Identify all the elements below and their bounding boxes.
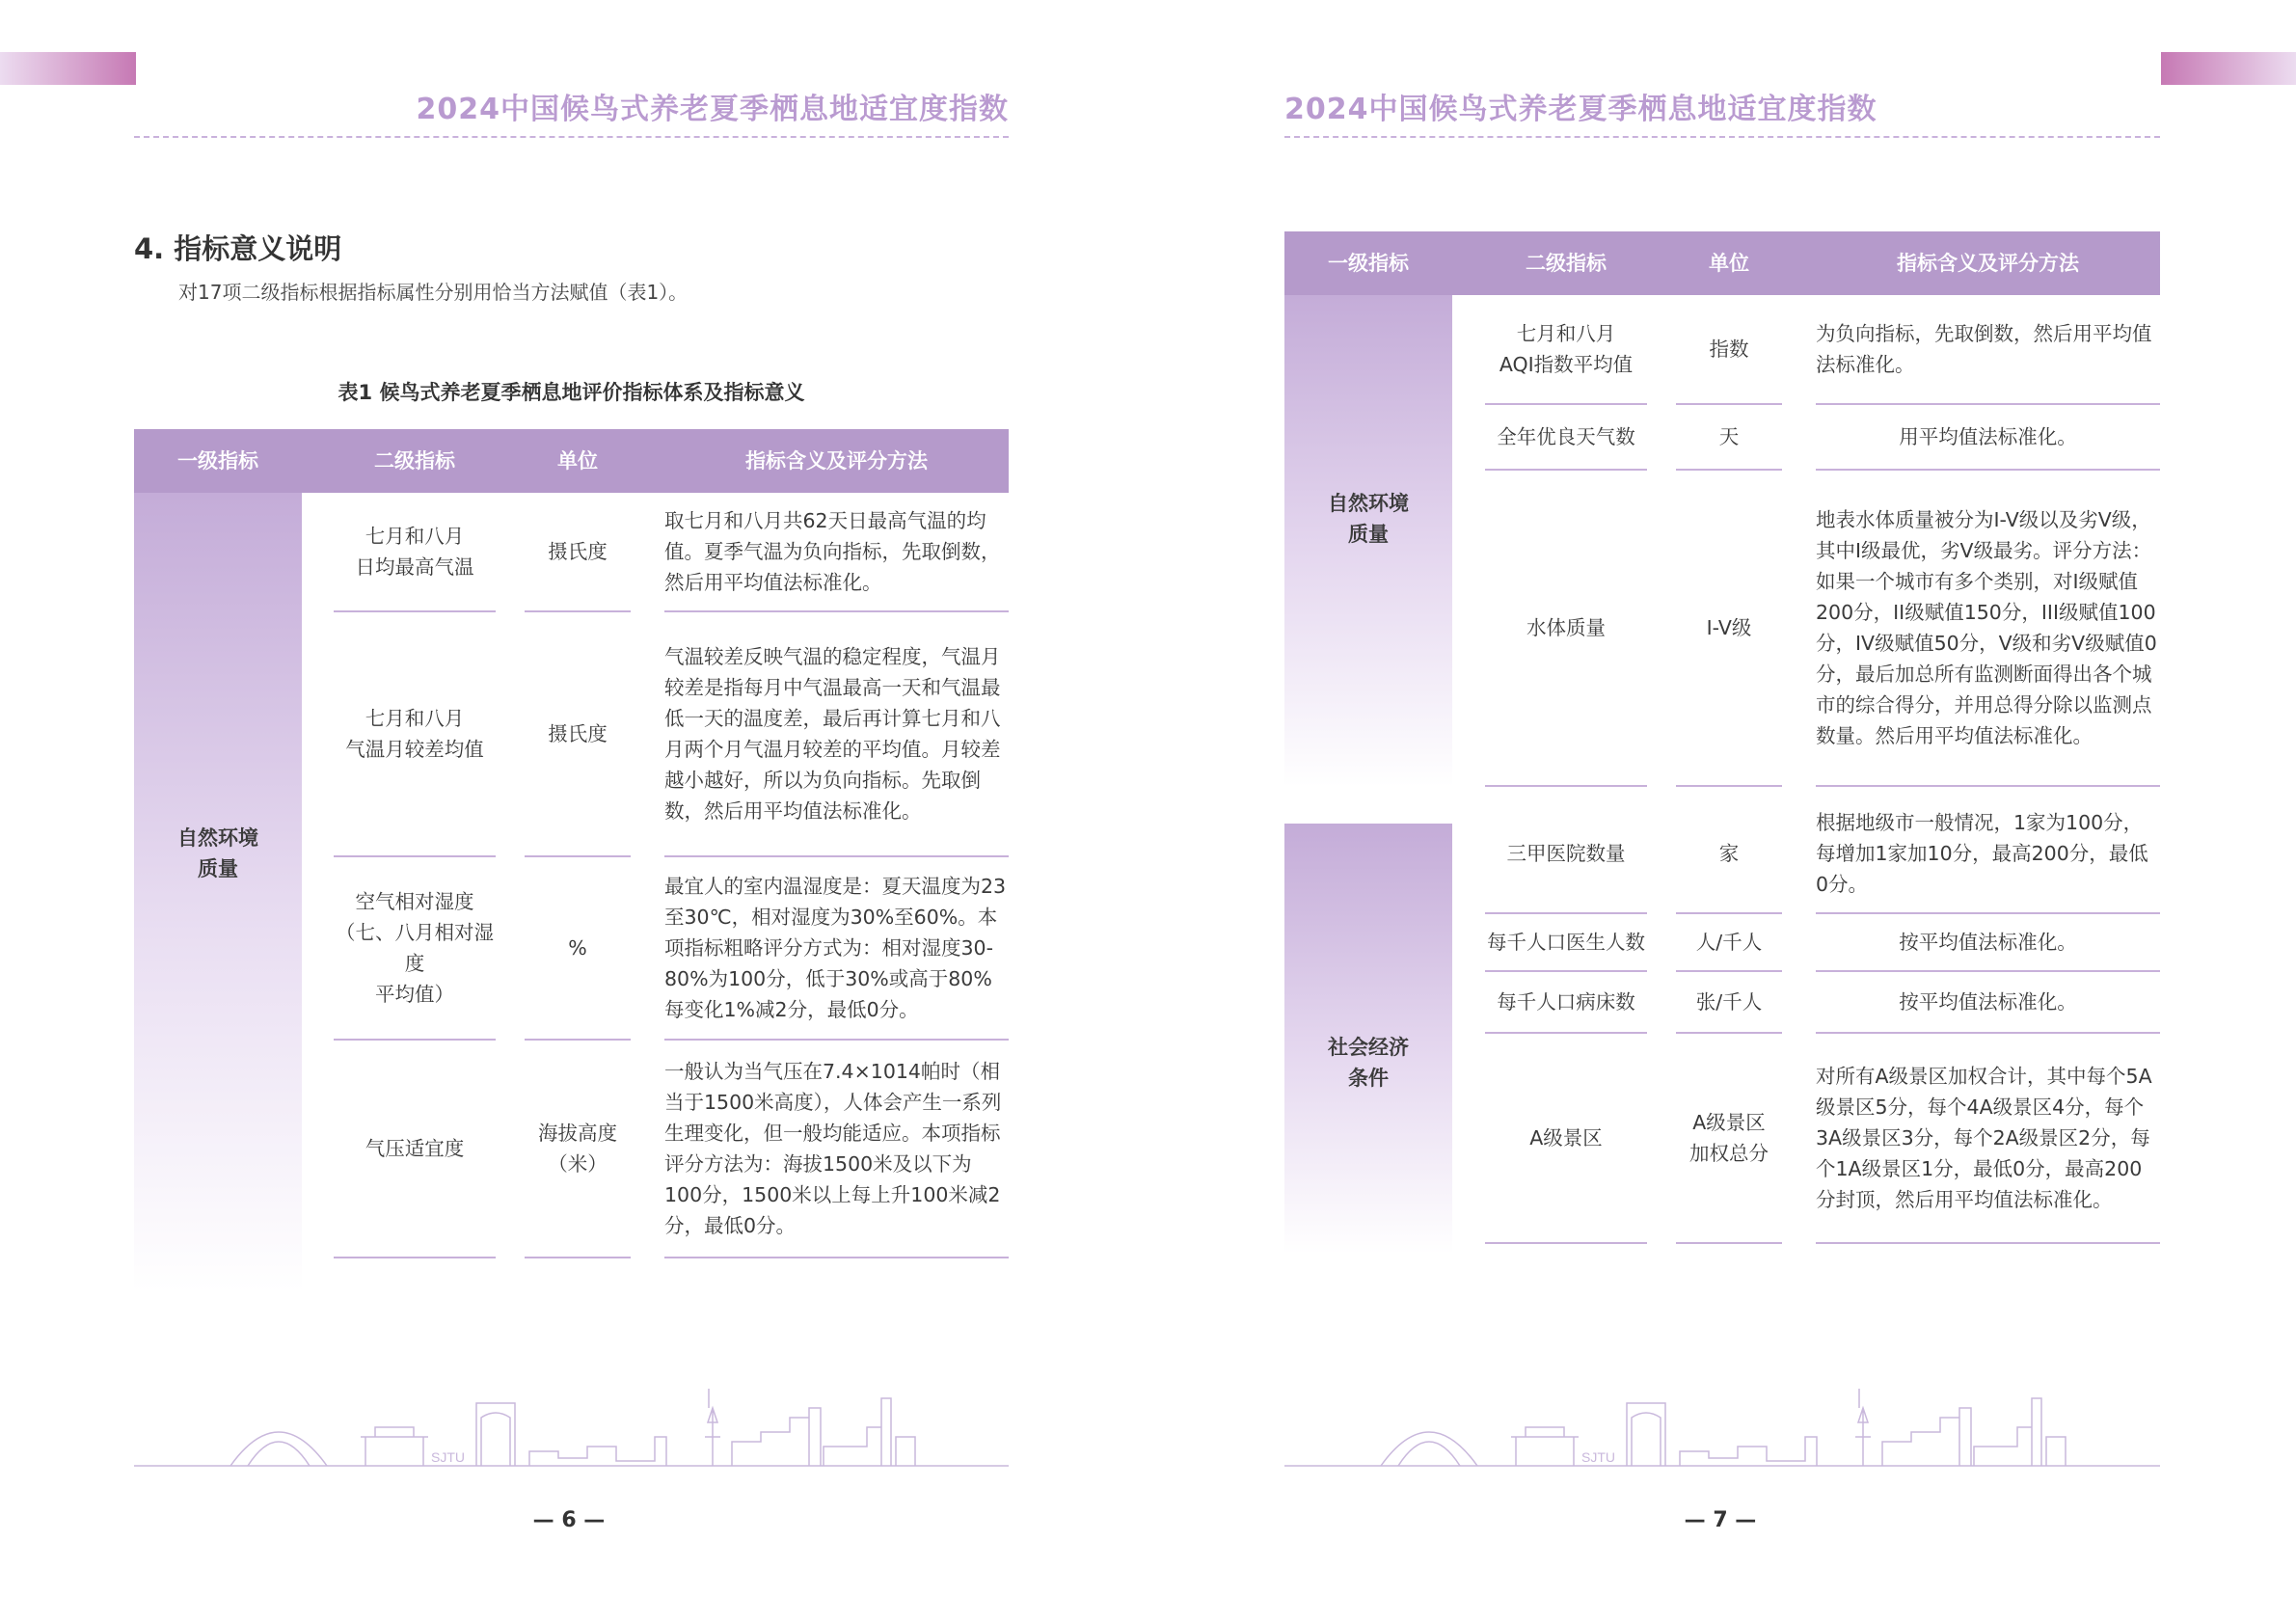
- indicator-desc: 地表水体质量被分为I-V级以及劣V级，其中I级最优，劣V级最劣。评分方法：如果一个城市有多个类别，对I级赋值200分，II级赋值150分，III级赋值100分，IV级赋值50分，V级和劣V级赋值0分，最后加总所有监测断面得出各个城市的综合得分，并用总得分除以监测点数量。然后用平均值法标准化。: [1816, 471, 2160, 787]
- header-desc: 指标含义及评分方法: [745, 449, 928, 473]
- header-title-right: 2024中国候鸟式养老夏季栖息地适宜度指数: [1284, 93, 1877, 126]
- indicator-name: 三甲医院数量: [1485, 795, 1647, 914]
- page-number-right: — 7 —: [1684, 1508, 1757, 1532]
- indicator-unit: 指数: [1676, 295, 1782, 405]
- header-dashed-rule: [134, 136, 1009, 138]
- indicator-name: 七月和八月 气温月较差均值: [334, 612, 496, 857]
- level1-label: 自然环境 质量: [1328, 492, 1409, 546]
- indicator-table-left: [134, 429, 1009, 1292]
- table-caption: 表1 候鸟式养老夏季栖息地评价指标体系及指标意义: [338, 381, 805, 404]
- indicator-unit: 人/千人: [1676, 914, 1782, 972]
- indicator-table-right: [1284, 231, 2160, 1254]
- header-unit: 单位: [1709, 252, 1749, 275]
- header-level2: 二级指标: [374, 449, 455, 473]
- indicator-name: 七月和八月 AQI指数平均值: [1485, 295, 1647, 405]
- indicator-unit: 摄氏度: [525, 493, 631, 612]
- level1-label: 社会经济 条件: [1328, 1036, 1409, 1090]
- indicator-unit: 摄氏度: [525, 612, 631, 857]
- indicator-desc: 取七月和八月共62天日最高气温的均值。夏季气温为负向指标，先取倒数，然后用平均值法标准化。: [664, 493, 1009, 612]
- table-header-row: [1284, 231, 2160, 295]
- indicator-name: 气压适宜度: [334, 1041, 496, 1258]
- intro-paragraph: 对17项二级指标根据指标属性分别用恰当方法赋值（表1）。: [178, 281, 689, 304]
- indicator-unit: I-V级: [1676, 471, 1782, 787]
- header-level1: 一级指标: [1328, 252, 1409, 275]
- indicator-desc: 一般认为当气压在7.4×1014帕时（相当于1500米高度），人体会产生一系列生理变化，但一般均能适应。本项指标评分方法为：海拔1500米及以下为100分，1500米以上每上升100米减2分，最低0分。: [664, 1041, 1009, 1258]
- header-level1: 一级指标: [177, 449, 258, 473]
- indicator-desc: 为负向指标，先取倒数，然后用平均值法标准化。: [1816, 295, 2160, 405]
- table-header-row: [134, 429, 1009, 493]
- indicator-desc: 按平均值法标准化。: [1816, 914, 2160, 972]
- indicator-desc: 用平均值法标准化。: [1816, 405, 2160, 471]
- page-number-left: — 6 —: [532, 1508, 606, 1532]
- indicator-unit: 海拔高度 （米）: [525, 1041, 631, 1258]
- indicator-desc: 最宜人的室内温湿度是：夏天温度为23至30℃，相对湿度为30%至60%。本项指标粗略评分方式为：相对湿度30-80%为100分，低于30%或高于80%每变化1%减2分，最低0分。: [664, 857, 1009, 1041]
- indicator-name: 全年优良天气数: [1485, 405, 1647, 471]
- header-desc: 指标含义及评分方法: [1897, 252, 2079, 275]
- indicator-name: 水体质量: [1485, 471, 1647, 787]
- indicator-name: 每千人口病床数: [1485, 972, 1647, 1034]
- header-tab-decoration: [2161, 52, 2296, 85]
- indicator-unit: A级景区 加权总分: [1676, 1034, 1782, 1244]
- indicator-desc: 气温较差反映气温的稳定程度，气温月较差是指每月中气温最高一天和气温最低一天的温度差，最后再计算七月和八月两个月气温月较差的平均值。月较差越小越好，所以为负向指标。先取倒数，然后用平均值法标准化。: [664, 612, 1009, 857]
- level1-label: 自然环境 质量: [177, 826, 258, 880]
- header-level2: 二级指标: [1526, 252, 1607, 275]
- header-dashed-rule: [1284, 136, 2160, 138]
- indicator-unit: 家: [1676, 795, 1782, 914]
- sjtu-logo-text: SJTU: [431, 1449, 465, 1465]
- header-title-left: 2024中国候鸟式养老夏季栖息地适宜度指数: [416, 93, 1009, 126]
- indicator-desc: 根据地级市一般情况，1家为100分，每增加1家加10分，最高200分，最低0分。: [1816, 795, 2160, 914]
- indicator-unit: 天: [1676, 405, 1782, 471]
- section-heading: 4. 指标意义说明: [134, 232, 342, 265]
- indicator-unit: 张/千人: [1676, 972, 1782, 1034]
- indicator-name: A级景区: [1485, 1034, 1647, 1244]
- indicator-name: 空气相对湿度 （七、八月相对湿度 平均值）: [334, 857, 496, 1041]
- level1-column: [134, 493, 302, 1292]
- indicator-name: 每千人口医生人数: [1485, 914, 1647, 972]
- indicator-desc: 对所有A级景区加权合计，其中每个5A级景区5分，每个4A级景区4分，每个3A级景区3分，每个2A级景区2分，每个1A级景区1分，最低0分，最高200分封顶，然后用平均值法标准化。: [1816, 1034, 2160, 1244]
- header-tab-decoration: [0, 52, 136, 85]
- city-skyline-decoration: [134, 1379, 1009, 1472]
- indicator-desc: 按平均值法标准化。: [1816, 972, 2160, 1034]
- indicator-name: 七月和八月 日均最高气温: [334, 493, 496, 612]
- city-skyline-decoration: [1284, 1379, 2160, 1472]
- header-unit: 单位: [557, 449, 598, 473]
- sjtu-logo-text: SJTU: [1581, 1449, 1615, 1465]
- indicator-unit: %: [525, 857, 631, 1041]
